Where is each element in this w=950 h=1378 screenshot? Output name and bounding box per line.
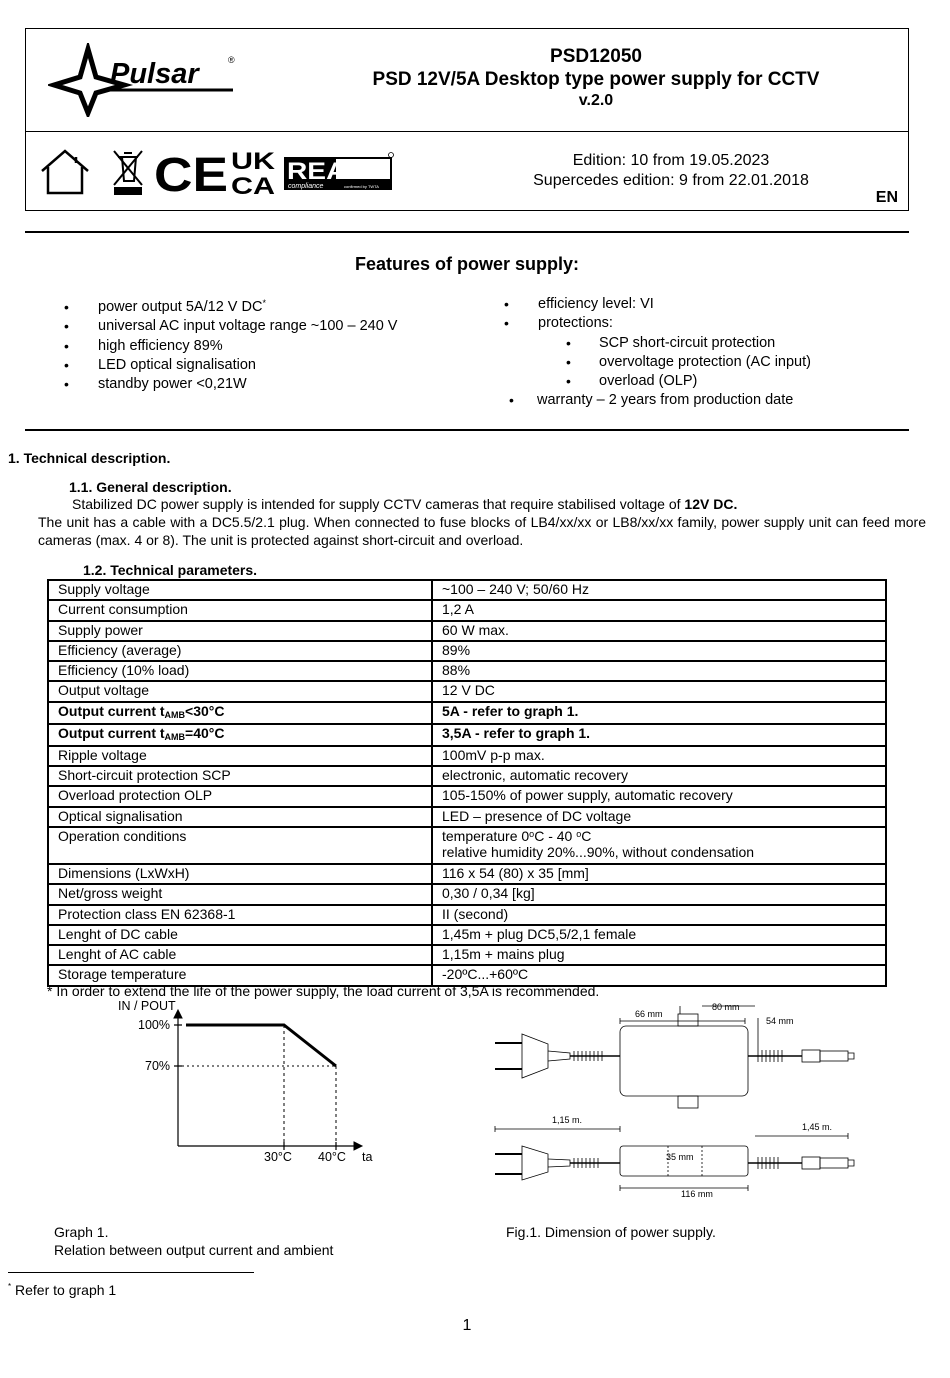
- graph-xlabel: ta: [362, 1150, 373, 1164]
- table-row: Supply power 60 W max.: [48, 621, 886, 641]
- table-row: Output current $t_{AMB}<30^\circ C$ 5A - refer to graph 1.: [48, 702, 886, 724]
- subsection-title: 1.2. Technical parameters.: [83, 562, 258, 578]
- footnote-separator: [8, 1272, 254, 1273]
- document-header: [25, 28, 909, 211]
- registered-mark: ®: [228, 55, 235, 65]
- list-item: • standby power <0,21W: [64, 375, 397, 394]
- svg-text:66 mm: 66 mm: [635, 1009, 663, 1019]
- svg-text:35 mm: 35 mm: [666, 1152, 694, 1162]
- list-item: • LED optical signalisation: [64, 356, 397, 375]
- language-code: EN: [875, 189, 898, 206]
- graph-x40: 40°C: [318, 1150, 346, 1164]
- table-row: Dimensions (LxWxH) 116 x 54 (80) x 35 [mm]: [48, 864, 886, 884]
- separator-top: [25, 231, 909, 233]
- table-row: Storage temperature -20ºC...+60ºC: [48, 965, 886, 985]
- table-row: Efficiency (average) 89%: [48, 641, 886, 661]
- list-item: • warranty – 2 years from production date: [504, 391, 811, 410]
- table-row: Ripple voltage 100mV p-p max.: [48, 746, 886, 766]
- list-item: • efficiency level: VI: [504, 295, 811, 314]
- table-row: Lenght of DC cable 1,45m + plug DC5,5/2,1 female: [48, 925, 886, 945]
- svg-text:compliance: compliance: [288, 183, 324, 190]
- weee-bin-icon: [114, 151, 142, 194]
- table-row: Efficiency (10% load) 88%: [48, 661, 886, 681]
- table-row: Current consumption 1,2 A: [48, 600, 886, 620]
- edition-info: [456, 151, 886, 191]
- graph-caption: Graph 1. Relation between output current and ambient: [54, 1224, 334, 1258]
- dimension-drawing: [490, 996, 870, 1206]
- derating-graph: [100, 996, 390, 1171]
- header-divider: [26, 131, 908, 132]
- footnote: * Refer to graph 1: [8, 1282, 117, 1298]
- svg-text:1,45 m.: 1,45 m.: [802, 1122, 833, 1132]
- table-row: Supply voltage ~100 – 240 V; 50/60 Hz: [48, 580, 886, 600]
- svg-text:CE: CE: [154, 149, 228, 197]
- table-row: Lenght of AC cable 1,15m + mains plug: [48, 945, 886, 965]
- svg-text:54 mm: 54 mm: [766, 1016, 794, 1026]
- features-title: Features of power supply:: [354, 254, 580, 274]
- table-row: Net/gross weight 0,30 / 0,34 [kg]: [48, 884, 886, 904]
- document-version: v.2.0: [578, 92, 614, 109]
- document-title: PSD 12V/5A Desktop type power supply for CCTV: [372, 69, 820, 90]
- table-row: Protection class EN 62368-1 II (second): [48, 905, 886, 925]
- features-list-right: [504, 295, 811, 411]
- model-code: PSD12050: [550, 46, 642, 67]
- table-row: Overload protection OLP 105-150% of power supply, automatic recovery: [48, 786, 886, 806]
- svg-text:1,15 m.: 1,15 m.: [552, 1115, 583, 1125]
- list-item: • overvoltage protection (AC input): [504, 353, 811, 372]
- graph-y70: 70%: [145, 1059, 171, 1073]
- svg-text:REACH: REACH: [287, 158, 387, 185]
- technical-parameters-table: [47, 579, 887, 987]
- pulsar-logo: [48, 43, 258, 117]
- load-recommendation-note: * In order to extend the life of the power supply, the load current of 3,5A is recommended.: [47, 983, 600, 999]
- edition-line: Edition: 10 from 19.05.2023: [572, 152, 770, 169]
- list-item: • universal AC input voltage range ~100 – 240 V: [64, 317, 397, 336]
- ukca-mark-icon: [231, 148, 276, 197]
- general-description: Stabilized DC power supply is intended for supply CCTV cameras that require stabilised voltage of 12V DC. The unit has a cable with a DC5.5/2.1 plug. When connected to fuse blocks of LB4/xx/xx or LB8/xx/xx family, power supply unit can feed more cameras (max. 4 or 8). The unit is protected against short-circuit and overload.: [38, 496, 926, 548]
- figure-caption: Fig.1. Dimension of power supply.: [506, 1224, 716, 1240]
- table-row: Short-circuit protection SCP electronic, automatic recovery: [48, 766, 886, 786]
- list-item: • power output 5A/12 V DC*: [64, 298, 397, 317]
- svg-text:116 mm: 116 mm: [681, 1189, 713, 1199]
- svg-text:80 mm: 80 mm: [712, 1002, 740, 1012]
- list-item: • high efficiency 89%: [64, 337, 397, 356]
- brand-name: Pulsar: [110, 58, 199, 90]
- table-row: Output current $t_{AMB}=40^\circ C$ 3,5A - refer to graph 1.: [48, 724, 886, 746]
- svg-text:confirmed by TWTA: confirmed by TWTA: [344, 184, 379, 189]
- table-row: Optical signalisation LED – presence of DC voltage: [48, 807, 886, 827]
- separator-bottom: [25, 429, 909, 431]
- reach-compliance-icon: [284, 153, 394, 191]
- page-number: 1: [462, 1317, 472, 1334]
- svg-text:UK: UK: [231, 148, 276, 175]
- svg-text:CA: CA: [231, 173, 275, 197]
- graph-y100: 100%: [138, 1018, 170, 1032]
- ce-mark-icon: [154, 149, 228, 197]
- subsection-title: 1.1. General description.: [69, 479, 232, 495]
- features-list-left: [64, 298, 397, 394]
- graph-x30: 30°C: [264, 1150, 292, 1164]
- table-row: Output voltage 12 V DC: [48, 681, 886, 701]
- house-icon: [42, 151, 88, 193]
- list-item: • overload (OLP): [504, 372, 811, 391]
- table-row: Operation conditions temperature 0$^o$C - 40 $^o$C relative humidity 20%...90%, without condensation: [48, 827, 886, 864]
- title-block: [306, 45, 886, 111]
- section-title: 1. Technical description.: [8, 450, 171, 466]
- list-item: • protections:: [504, 314, 811, 333]
- graph-ylabel: IN / POUT: [118, 999, 176, 1013]
- supersedes-line: Supercedes edition: 9 from 22.01.2018: [533, 172, 809, 189]
- list-item: • SCP short-circuit protection: [504, 334, 811, 353]
- certification-icons: [38, 147, 418, 197]
